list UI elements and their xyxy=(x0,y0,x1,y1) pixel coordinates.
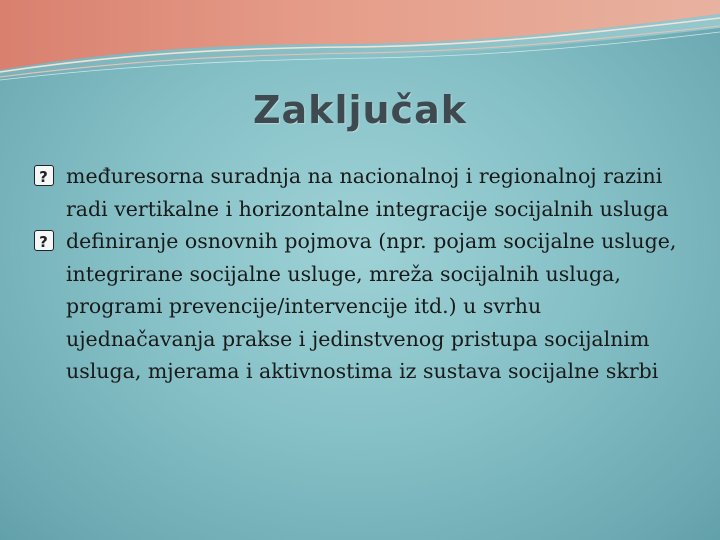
unknown-glyph-icon xyxy=(34,230,54,251)
unknown-glyph-icon xyxy=(34,165,54,186)
slide-title: Zaključak xyxy=(252,88,467,132)
bullet-text: međuresorna suradnja na nacionalnoj i regionalnoj razini radi vertikalne i horizontalne integracije socijalnih usluga xyxy=(66,164,669,221)
bullet-item xyxy=(34,225,684,388)
bullet-item xyxy=(34,160,684,225)
bullet-list xyxy=(34,160,684,388)
decorative-wave-header xyxy=(0,0,720,100)
bullet-text: definiranje osnovnih pojmova (npr. pojam socijalne usluge, integrirane socijalne usluge, mreža socijalnih usluga, programi prevencije/intervencije itd.) u svrhu ujednačavanja prakse i jedinstvenog pristupa socijalnim usluga, mjerama i aktivnostima iz sustava socijalne skrbi xyxy=(66,229,677,383)
